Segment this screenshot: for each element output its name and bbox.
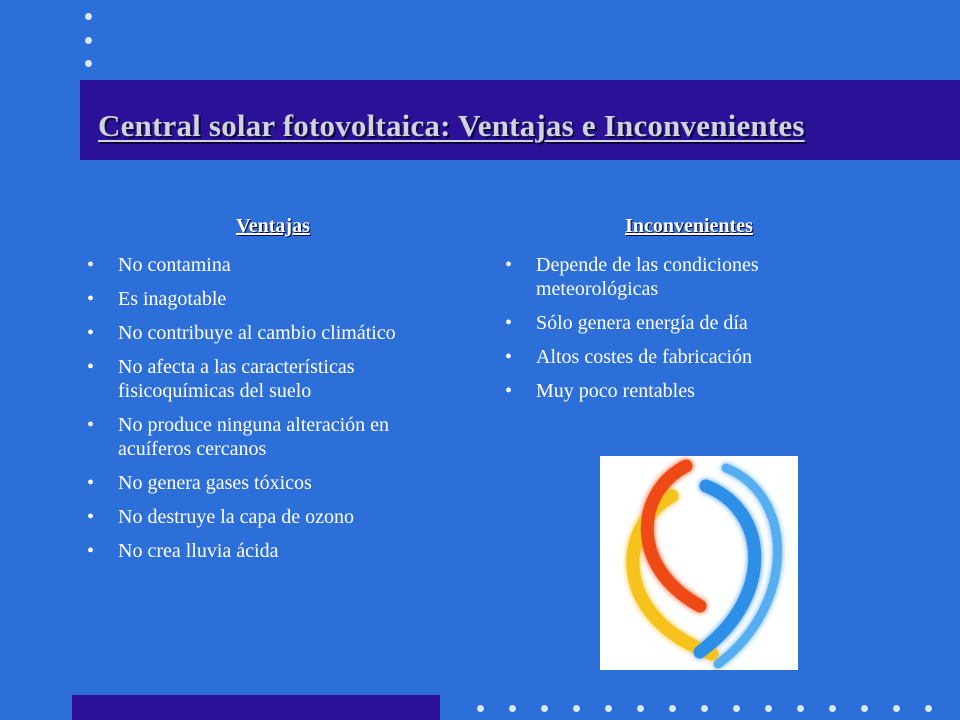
list-item: • Sólo genera energía de día (505, 312, 748, 334)
solar-swirl-icon (600, 456, 798, 670)
decor-dot (893, 705, 900, 712)
decor-dot (701, 705, 708, 712)
inconvenientes-list (498, 253, 898, 413)
decor-dot (85, 37, 92, 44)
footer-band (72, 695, 440, 720)
list-item: • Es inagotable (87, 288, 227, 310)
list-item: • Depende de las condiciones meteorológicas (505, 254, 759, 300)
inconvenientes-heading: Inconvenientes (625, 215, 753, 237)
decor-dot (829, 705, 836, 712)
list-item: • Muy poco rentables (505, 380, 695, 402)
ventajas-heading: Ventajas (236, 215, 310, 237)
list-item: • No crea lluvia ácida (87, 540, 279, 562)
decor-dot (85, 13, 92, 20)
decor-dot (509, 705, 516, 712)
list-item: • Altos costes de fabricación (505, 346, 753, 368)
solar-logo-image (600, 456, 798, 670)
slide-title: Central solar fotovoltaica: Ventajas e Inconvenientes (98, 108, 805, 143)
decor-dot (797, 705, 804, 712)
decor-dot (925, 705, 932, 712)
decor-dot (861, 705, 868, 712)
ventajas-list (80, 253, 460, 573)
decor-dot (765, 705, 772, 712)
list-item: • No genera gases tóxicos (87, 472, 312, 494)
decor-dot (733, 705, 740, 712)
decor-dot (669, 705, 676, 712)
list-item: • No destruye la capa de ozono (87, 506, 355, 528)
decor-dot (85, 60, 92, 67)
list-item: • No contribuye al cambio climático (87, 322, 396, 344)
decor-dot (605, 705, 612, 712)
decor-dot (541, 705, 548, 712)
list-item: • No afecta a las características fisicoquímicas del suelo (87, 356, 355, 402)
decor-dot (477, 705, 484, 712)
decor-dot (637, 705, 644, 712)
decor-dot (573, 705, 580, 712)
list-item: • No contamina (87, 254, 231, 276)
list-item: • No produce ninguna alteración en acuíferos cercanos (87, 414, 390, 460)
